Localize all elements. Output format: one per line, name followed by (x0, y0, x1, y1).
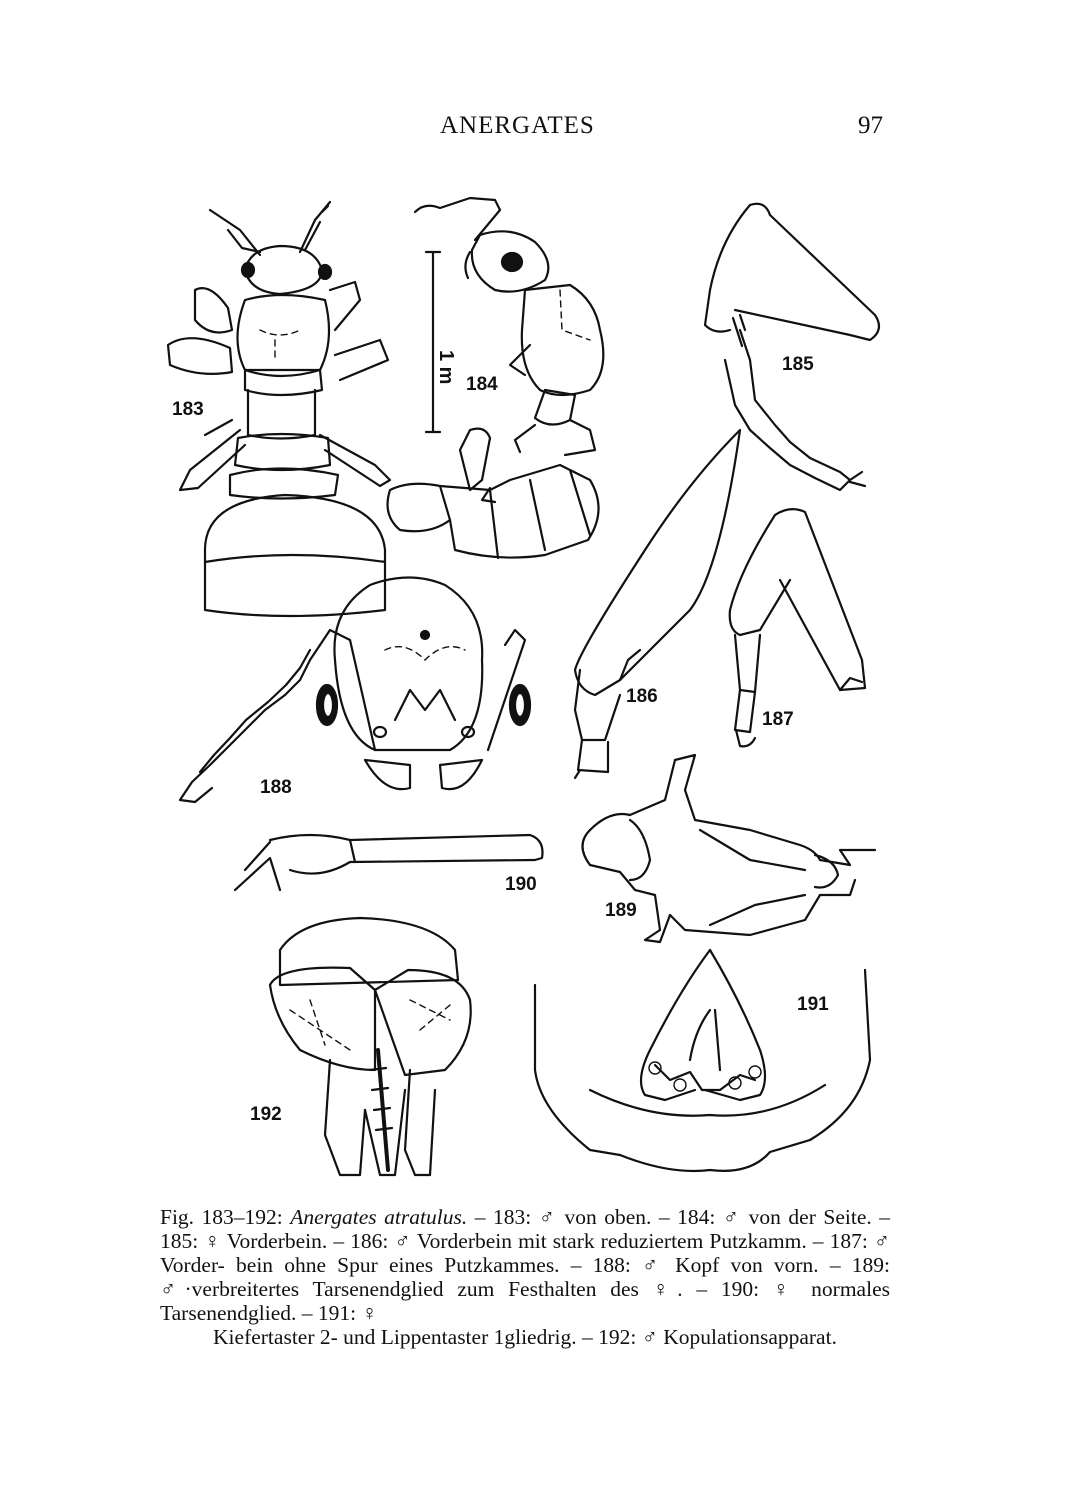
figure-label-190: 190 (505, 874, 537, 895)
caption-line1-rest: – 183: ♂ von oben. – 184: ♂ von der Seite. – 185: ♀ (160, 1205, 890, 1253)
caption-line2: Vorderbein. – 186: ♂ Vorderbein mit stark reduziertem Putzkamm. – 187: ♂ Vorder- (160, 1229, 890, 1277)
figure-caption (160, 1205, 890, 1349)
figure-label-185: 185 (782, 354, 814, 375)
figure-183-male-dorsal (168, 202, 390, 616)
figure-label-183: 183 (172, 399, 204, 420)
figure-187-male-foreleg (730, 509, 865, 746)
figure-plate-drawing (150, 190, 910, 1200)
caption-species: Anergates atratulus. (290, 1205, 468, 1229)
figure-188-male-head-frontal (180, 578, 530, 803)
figure-186-male-foreleg (575, 430, 740, 778)
scale-bar-label: 1 m (435, 350, 457, 385)
figure-label-187: 187 (762, 709, 794, 730)
page-number: 97 (858, 112, 883, 139)
figure-191-female-palps (535, 950, 870, 1171)
caption-line4: Tarsenendglied zum Festhalten des ♀. – 190: ♀ normales Tarsenendglied. – 191: ♀ (160, 1277, 890, 1325)
figure-label-188: 188 (260, 777, 292, 798)
figure-label-189: 189 (605, 900, 637, 921)
figure-185-female-foreleg (705, 204, 879, 490)
figure-192-male-genitalia (250, 918, 471, 1175)
figure-label-192: 192 (250, 1104, 282, 1125)
running-title: ANERGATES (440, 112, 595, 139)
running-head (0, 112, 1080, 152)
caption-line5: Kiefertaster 2- und Lippentaster 1gliedrig. – 192: ♂ Kopulationsapparat. (213, 1325, 837, 1349)
caption-lead: Fig. 183–192: (160, 1205, 291, 1229)
figure-plate (150, 190, 910, 1200)
figure-label-186: 186 (626, 686, 658, 707)
caption-line3: bein ohne Spur eines Putzkammes. – 188: ♂ Kopf von vorn. – 189: ♂·verbreitertes (160, 1253, 890, 1301)
figure-190-female-tarsus (235, 835, 543, 895)
figure-184-male-lateral (388, 198, 604, 558)
figure-label-191: 191 (797, 994, 829, 1015)
figure-189-male-tarsus (583, 755, 876, 942)
scale-bar (426, 252, 457, 432)
figure-label-184: 184 (466, 374, 498, 395)
